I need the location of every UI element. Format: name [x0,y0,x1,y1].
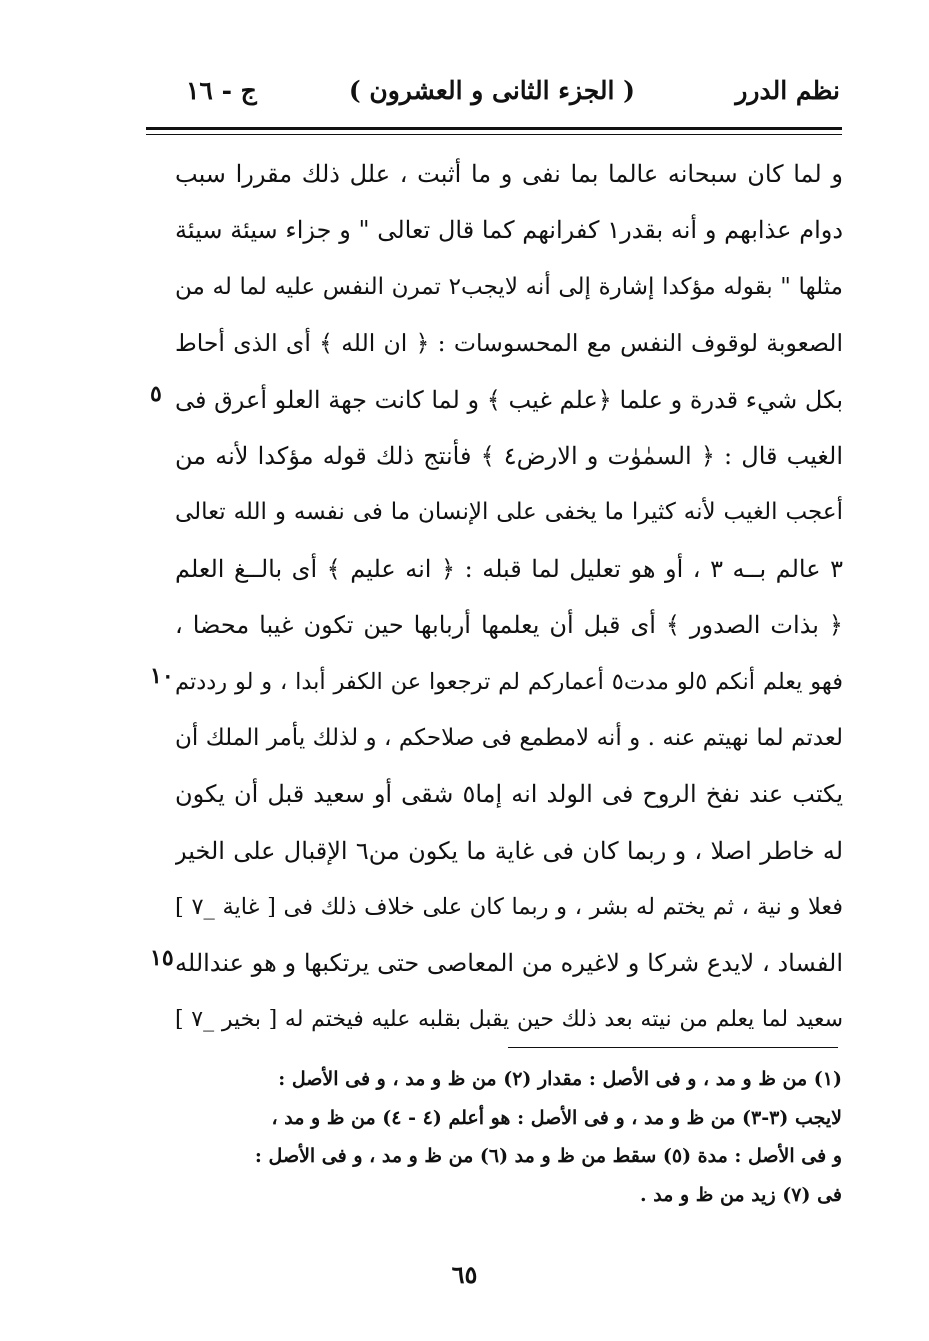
footnote-line: (١) من ظ و مد ، و فى الأصل : مقدار (٢) من ظ و مد ، و فى الأصل : [278,1068,842,1090]
footnote-rule [508,1047,838,1048]
text-line: سعيد لما يعلم من نيته بعد ذلك حين يقبل بقلبه عليه فيختم له [ بخير _٧ ] [175,1006,843,1032]
text-line: الفساد ، لايدع شركا و لاغيره من المعاصى حتى يرتكبها و هو عندالله [175,949,843,978]
text-line: بكل شيء قدرة و علما ﴿علم غيب ﴾ و لما كانت جهة العلو أعرق فى [175,385,843,414]
header-rule-thin [146,134,842,135]
line-number-15: ١٥ [150,945,174,971]
footnotes [182,1060,842,1214]
text-line: و لما كان سبحانه عالما بما نفى و ما أثبت ، علل ذلك مقررا سبب [175,160,843,188]
main-text [175,146,843,1048]
footnote-line: لايجب (٣-٣) من ظ و مد ، و فى الأصل : هو أعلم (٤ - ٤) من ظ و مد ، [271,1106,842,1129]
text-line: فهو يعلم أنكم ٥لو مدت٥ أعماركم لم ترجعوا عن الكفر أبدا ، و لو رددتم [175,668,843,695]
text-line: فعلا و نية ، ثم يختم له بشر ، و ربما كان على خلاف ذلك فى [ غاية _٧ ] [175,894,843,921]
line-number-10: ١٠ [150,663,174,689]
text-line: ٣ عالم بــه ٣ ، أو هو تعليل لما قبله : ﴿ انه عليم ﴾ أى بالــغ العلم [175,554,843,583]
book-title: نظم الدرر [735,76,840,105]
footnote-line: و فى الأصل : مدة (٥) سقط من ظ و مد (٦) من ظ و مد ، و فى الأصل : [254,1145,842,1167]
text-line: له خاطر اصلا ، و ربما كان فى غاية ما يكون من٦ الإقبال على الخير [175,836,843,865]
header-rule [146,127,842,130]
text-line: يكتب عند نفخ الروح فى الولد انه إما٥ شقى أو سعيد قبل أن يكون [175,780,843,809]
text-line: الغيب قال : ﴿ السمٰوٰت و الارض٤ ﴾ فأنتج ذلك قوله مؤكدا لأنه من [175,441,843,470]
text-line: الصعوبة لوقوف النفس مع المحسوسات : ﴿ ان الله ﴾ أى الذى أحاط [175,329,843,358]
text-line: لعدتم لما نهيتم عنه . و أنه لامطمع فى صلاحكم ، و لذلك يأمر الملك أن [175,724,843,751]
text-line: أعجب الغيب لأنه كثيرا ما يخفى على الإنسان ما فى نفسه و الله تعالى [175,499,843,526]
running-header [150,72,840,118]
text-line: مثلها " بقوله مؤكدا إشارة إلى أنه لايجب٢ تمرن النفس عليه لما له من [175,273,843,300]
line-number-5: ٥ [150,381,162,407]
page-number: ٦٥ [451,1260,478,1289]
footnote-line: فى (٧) زيد من ظ و مد . [639,1183,842,1206]
text-line: ﴿ بذات الصدور ﴾ أى قبل أن يعلمها أربابها حين تكون غيبا محضا ، [175,611,843,640]
part-title: ( الجزء الثانى و العشرون ) [348,76,635,105]
text-line: دوام عذابهم و أنه بقدر١ كفرانهم كما قال تعالى " و جزاء سيئة سيئة [175,216,843,245]
volume-number: ج - ١٦ [186,76,257,105]
